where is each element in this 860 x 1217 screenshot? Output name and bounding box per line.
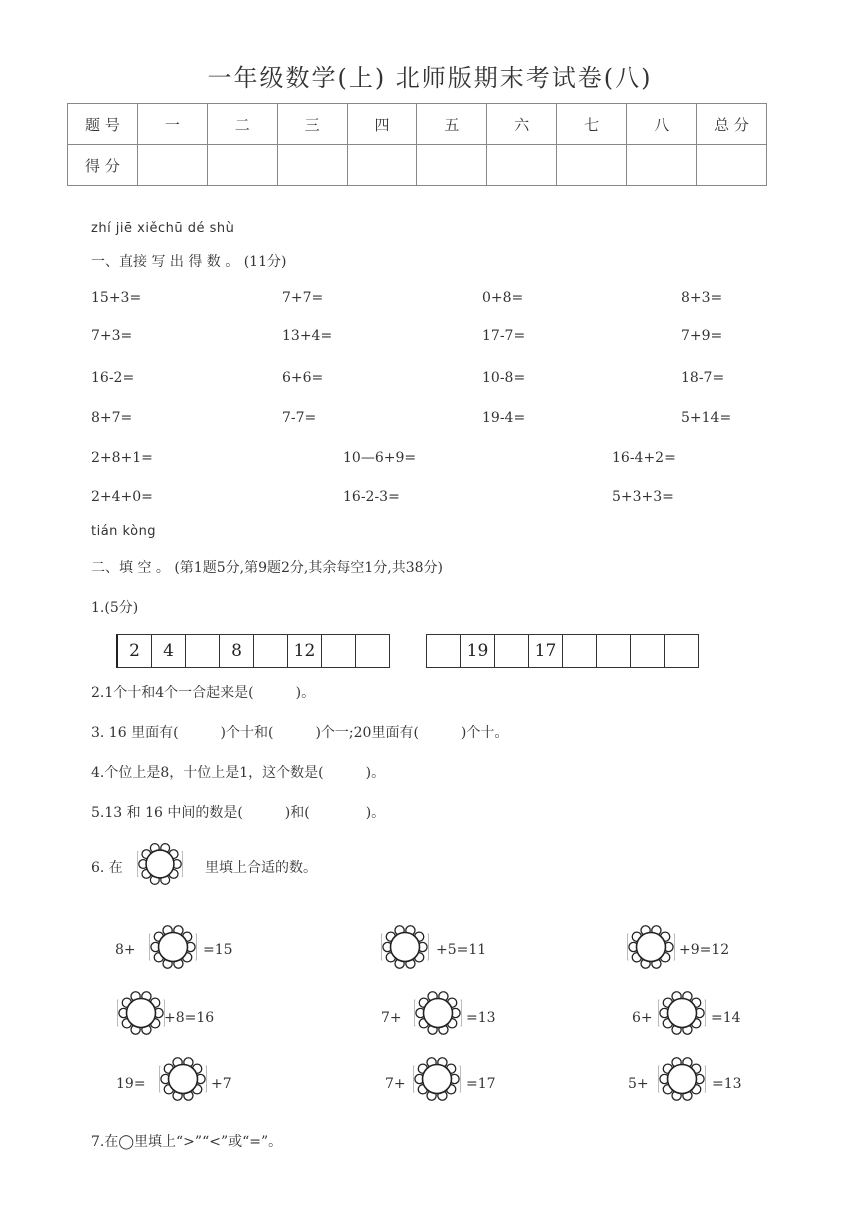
flower-outline <box>657 988 707 1038</box>
flower-outline <box>148 922 198 972</box>
equation[interactable]: 16-2= <box>91 370 135 386</box>
equation[interactable]: 5+3+3= <box>612 489 674 505</box>
equation[interactable]: 8+7= <box>91 410 133 426</box>
section2-pinyin: tián kòng <box>91 524 157 539</box>
flower-eq-after: =14 <box>711 1010 741 1026</box>
number-box[interactable] <box>355 634 390 668</box>
equation[interactable]: 6+6= <box>282 370 324 386</box>
flower-blank[interactable] <box>158 1054 208 1104</box>
question-4: 4.个位上是8，十位上是1，这个数是( )。 <box>91 765 386 781</box>
number-box[interactable] <box>494 634 529 668</box>
score-header-cell: 五 <box>417 104 487 145</box>
flower-outline <box>158 1054 208 1104</box>
score-header-cell: 总 分 <box>697 104 767 145</box>
number-box[interactable] <box>321 634 356 668</box>
flower-eq-before: 6+ <box>632 1010 653 1026</box>
equation[interactable]: 2+8+1= <box>91 450 153 466</box>
flower-eq-before: 7+ <box>381 1010 402 1026</box>
section1-heading: 一、直接 写 出 得 数 。 (11分) <box>91 254 287 270</box>
score-entry-cell[interactable] <box>347 145 417 186</box>
score-header-cell: 三 <box>277 104 347 145</box>
question-7: 7.在◯里填上“>”“<”或“=”。 <box>91 1134 283 1150</box>
flower-eq-before: 8+ <box>115 942 136 958</box>
flower-blank[interactable] <box>626 922 676 972</box>
score-header-cell: 二 <box>207 104 277 145</box>
number-box[interactable]: 19 <box>460 634 495 668</box>
equation[interactable]: 19-4= <box>482 410 526 426</box>
equation[interactable]: 7-7= <box>282 410 317 426</box>
score-entry-cell[interactable] <box>207 145 277 186</box>
question-5: 5.13 和 16 中间的数是( )和( )。 <box>91 805 386 821</box>
flower-eq-after: =17 <box>466 1076 496 1092</box>
question-1: 1.(5分) <box>91 600 139 616</box>
flower-eq-before: 19= <box>116 1076 146 1092</box>
score-header-cell: 六 <box>487 104 557 145</box>
number-box[interactable] <box>664 634 699 668</box>
flower-blank[interactable] <box>380 922 430 972</box>
score-header-cell: 七 <box>557 104 627 145</box>
section2-heading: 二、填 空 。 (第1题5分,第9题2分,其余每空1分,共38分) <box>91 560 443 576</box>
flower-eq-before: 5+ <box>628 1076 649 1092</box>
equation[interactable]: 0+8= <box>482 290 524 306</box>
flower-outline <box>413 988 463 1038</box>
score-entry-cell[interactable] <box>627 145 697 186</box>
flower-blank[interactable] <box>657 1054 707 1104</box>
flower-blank[interactable] <box>412 1054 462 1104</box>
flower-outline <box>626 922 676 972</box>
flower-eq-after: =15 <box>203 942 233 958</box>
equation[interactable]: 18-7= <box>681 370 725 386</box>
page-title: 一年级数学(上) 北师版期末考试卷(八) <box>207 64 653 92</box>
number-box[interactable]: 4 <box>151 634 186 668</box>
number-box[interactable] <box>253 634 288 668</box>
number-box[interactable]: 17 <box>528 634 563 668</box>
score-entry-cell[interactable] <box>487 145 557 186</box>
score-table-header-row <box>68 104 767 145</box>
equation[interactable]: 7+7= <box>282 290 324 306</box>
flower-outline <box>116 988 166 1038</box>
flower-outline <box>657 1054 707 1104</box>
flower-eq-after: =13 <box>712 1076 742 1092</box>
score-entry-cell[interactable] <box>277 145 347 186</box>
flower-outline <box>412 1054 462 1104</box>
flower-icon <box>136 840 184 888</box>
equation[interactable]: 7+9= <box>681 328 723 344</box>
equation[interactable]: 16-4+2= <box>612 450 676 466</box>
score-entry-cell[interactable] <box>557 145 627 186</box>
flower-eq-after: +5=11 <box>436 942 487 958</box>
number-box[interactable] <box>426 634 461 668</box>
number-box[interactable]: 8 <box>219 634 254 668</box>
equation[interactable]: 2+4+0= <box>91 489 153 505</box>
number-box[interactable] <box>562 634 597 668</box>
flower-eq-after: +9=12 <box>679 942 730 958</box>
flower-eq-before: 7+ <box>385 1076 406 1092</box>
score-header-cell: 题 号 <box>68 104 138 145</box>
score-entry-cell[interactable] <box>417 145 487 186</box>
equation[interactable]: 10—6+9= <box>343 450 417 466</box>
number-box[interactable]: 2 <box>116 634 152 668</box>
question-6-prefix: 6. 在 <box>91 860 123 876</box>
flower-outline <box>136 840 184 888</box>
flower-eq-after: +8=16 <box>164 1010 215 1026</box>
equation[interactable]: 13+4= <box>282 328 333 344</box>
flower-eq-after: =13 <box>466 1010 496 1026</box>
number-box[interactable]: 12 <box>287 634 322 668</box>
flower-blank[interactable] <box>116 988 166 1038</box>
score-entry-cell[interactable] <box>697 145 767 186</box>
equation[interactable]: 7+3= <box>91 328 133 344</box>
score-header-cell: 四 <box>347 104 417 145</box>
flower-blank[interactable] <box>148 922 198 972</box>
question-6-suffix: 里填上合适的数。 <box>205 860 317 876</box>
score-entry-cell[interactable] <box>137 145 207 186</box>
number-box-row-right <box>427 634 699 668</box>
flower-blank[interactable] <box>413 988 463 1038</box>
score-table <box>67 103 767 186</box>
flower-blank[interactable] <box>657 988 707 1038</box>
question-2: 2.1个十和4个一合起来是( )。 <box>91 685 316 701</box>
score-header-cell: 八 <box>627 104 697 145</box>
score-header-cell: 一 <box>137 104 207 145</box>
equation[interactable]: 17-7= <box>482 328 526 344</box>
number-box[interactable] <box>185 634 220 668</box>
number-box[interactable] <box>596 634 631 668</box>
equation[interactable]: 16-2-3= <box>343 489 400 505</box>
equation[interactable]: 5+14= <box>681 410 732 426</box>
section1-pinyin: zhí jiē xiěchū dé shù <box>91 221 235 236</box>
equation[interactable]: 10-8= <box>482 370 526 386</box>
flower-outline <box>380 922 430 972</box>
flower-eq-after: +7 <box>211 1076 232 1092</box>
score-table-score-row <box>68 145 767 186</box>
equation[interactable]: 8+3= <box>681 290 723 306</box>
score-row-label: 得 分 <box>68 145 138 186</box>
number-box-row-left <box>117 634 390 668</box>
equation[interactable]: 15+3= <box>91 290 142 306</box>
question-3: 3. 16 里面有( )个十和( )个一;20里面有( )个十。 <box>91 725 509 741</box>
number-box[interactable] <box>630 634 665 668</box>
